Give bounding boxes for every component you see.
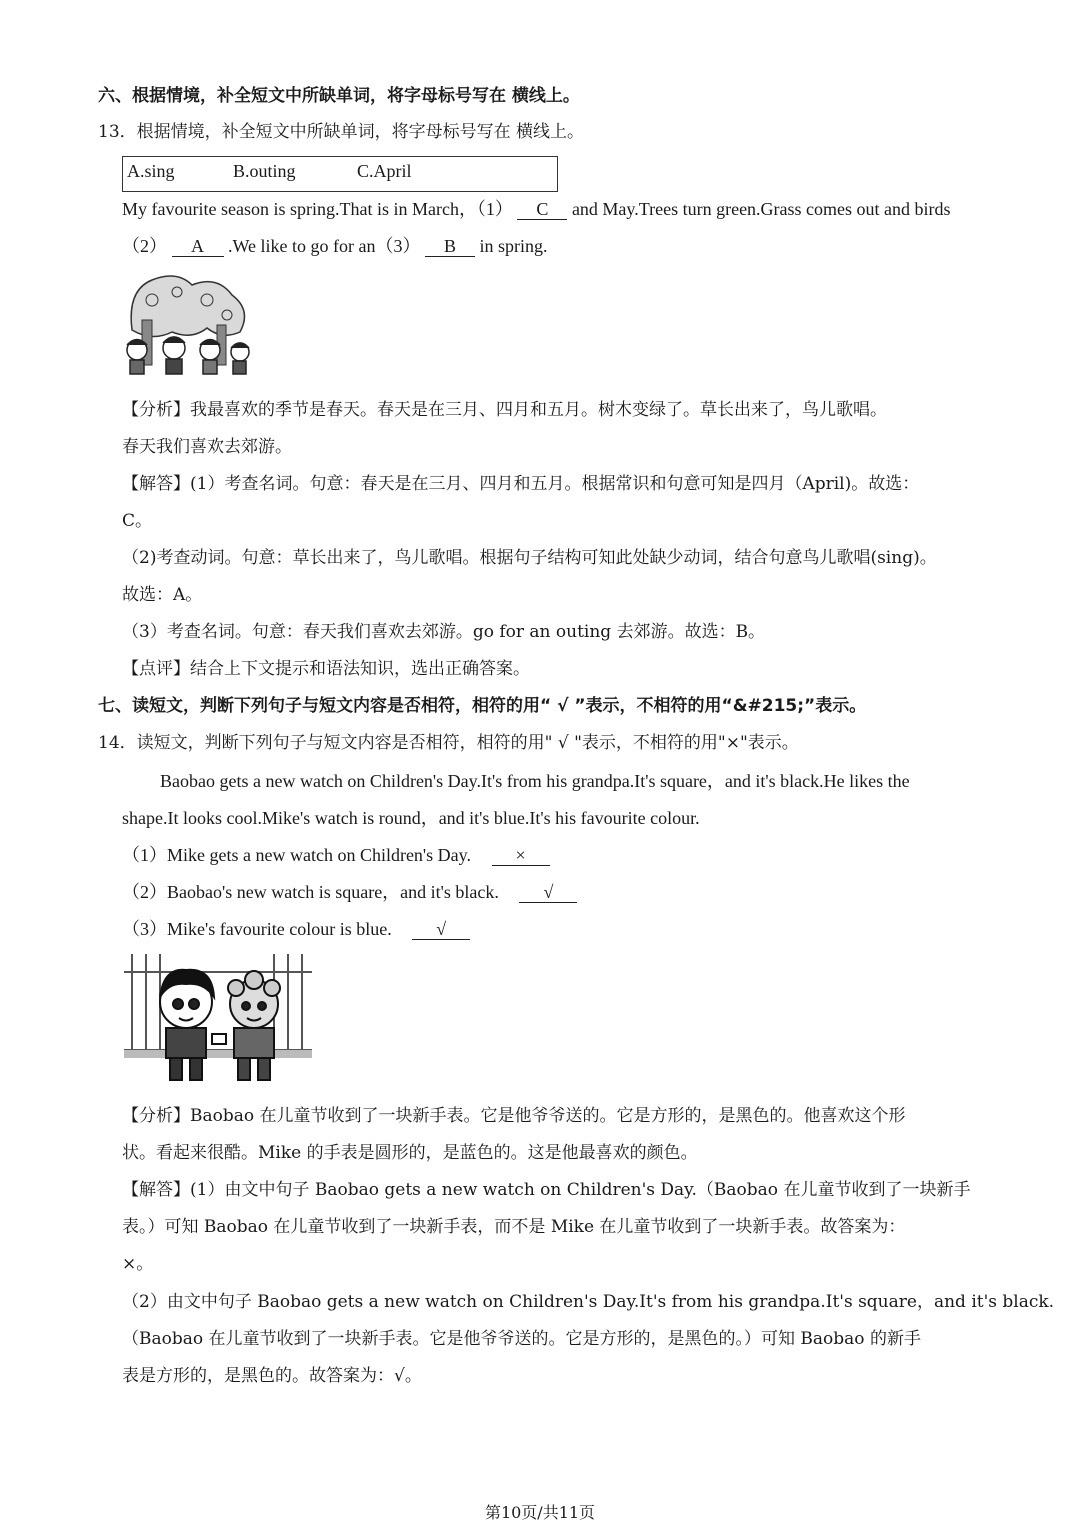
passage-text: in spring. [479, 236, 548, 256]
section-seven-heading: 七、读短文，判断下列句子与短文内容是否相符，相符的用“ √ ”表示，不相符的用“&#215;”表示。 [98, 696, 867, 716]
passage-text: .We like to go for an（3） [228, 236, 421, 256]
q13-analysis-line-2: 春天我们喜欢去郊游。 [122, 437, 292, 457]
spring-outing-illustration [122, 270, 254, 384]
judge-item-3 [122, 917, 470, 941]
q13-answer-line-1: 【解答】(1）考查名词。句意：春天是在三月、四月和五月。根据常识和句意可知是四月（April)。故选： [122, 474, 920, 494]
q14-answer-line-6: 表是方形的，是黑色的。故答案为：√。 [122, 1366, 422, 1386]
q14-answer-line-2: 表。）可知 Baobao 在儿童节收到了一块新手表，而不是 Mike 在儿童节收到了一块新手表。故答案为： [122, 1217, 906, 1237]
q14-answer-line-4: （2）由文中句子 Baobao gets a new watch on Children's Day.It's from his grandpa.It's square，and it's black. [122, 1292, 1055, 1312]
passage-text: （2） [122, 236, 167, 256]
q14-answer-line-3: ×。 [122, 1254, 154, 1274]
section-six-heading: 六、根据情境，补全短文中所缺单词，将字母标号写在 横线上。 [98, 86, 580, 106]
judge-item-2 [122, 880, 577, 904]
question-13-title: 13．根据情境，补全短文中所缺单词，将字母标号写在 横线上。 [98, 122, 585, 142]
judge-answer-1: × [492, 845, 550, 866]
option-a: A.sing [127, 161, 175, 181]
q13-answer-line-3: （2)考查动词。句意：草长出来了，鸟儿歌唱。根据句子结构可知此处缺少动词，结合句意鸟儿歌唱(sing)。 [122, 548, 937, 568]
passage-14-line-1: Baobao gets a new watch on Children's Day.It's from his grandpa.It's square，and it's black.He likes the [160, 771, 910, 791]
q14-analysis-line-1: 【分析】Baobao 在儿童节收到了一块新手表。它是他爷爷送的。它是方形的，是黑色的。他喜欢这个形 [122, 1106, 906, 1126]
q13-comment: 【点评】结合上下文提示和语法知识，选出正确答案。 [122, 659, 530, 679]
q14-answer-line-5: （Baobao 在儿童节收到了一块新手表。它是他爷爷送的。它是方形的，是黑色的。）可知 Baobao 的新手 [122, 1329, 921, 1349]
passage-14-line-2: shape.It looks cool.Mike's watch is round，and it's blue.It's his favourite colour. [122, 808, 700, 828]
judge-item-1 [122, 843, 550, 867]
passage-13-line-2 [122, 234, 548, 258]
options-box [122, 156, 558, 192]
question-14-title: 14．读短文，判断下列句子与短文内容是否相符，相符的用" √ "表示，不相符的用"×"表示。 [98, 733, 799, 753]
judge-text: （1）Mike gets a new watch on Children's Day. [122, 845, 472, 865]
page-footer: 第10页/共11页 [484, 1503, 596, 1522]
passage-13-line-1 [122, 197, 951, 221]
answer-blank-3: B [425, 236, 475, 257]
watch-kids-illustration [124, 952, 312, 1084]
q14-answer-line-1: 【解答】(1）由文中句子 Baobao gets a new watch on Children's Day.（Baobao 在儿童节收到了一块新手 [122, 1180, 971, 1200]
judge-text: （3）Mike's favourite colour is blue. [122, 919, 392, 939]
judge-text: （2）Baobao's new watch is square，and it's black. [122, 882, 499, 902]
option-c: C.April [357, 161, 412, 181]
passage-text: My favourite season is spring.That is in March，（1） [122, 199, 513, 219]
answer-blank-1: C [517, 199, 567, 220]
judge-answer-2: √ [519, 882, 577, 903]
q13-answer-line-2: C。 [122, 511, 153, 531]
q13-answer-line-5: （3）考查名词。句意：春天我们喜欢去郊游。go for an outing 去郊游。故选：B。 [122, 622, 766, 642]
q13-analysis-line-1: 【分析】我最喜欢的季节是春天。春天是在三月、四月和五月。树木变绿了。草长出来了，鸟儿歌唱。 [122, 400, 887, 420]
option-b: B.outing [233, 161, 296, 181]
passage-text: and May.Trees turn green.Grass comes out and birds [571, 199, 951, 219]
judge-answer-3: √ [412, 919, 470, 940]
answer-blank-2: A [172, 236, 224, 257]
q13-answer-line-4: 故选：A。 [122, 585, 203, 605]
q14-analysis-line-2: 状。看起来很酷。Mike 的手表是圆形的，是蓝色的。这是他最喜欢的颜色。 [122, 1143, 698, 1163]
